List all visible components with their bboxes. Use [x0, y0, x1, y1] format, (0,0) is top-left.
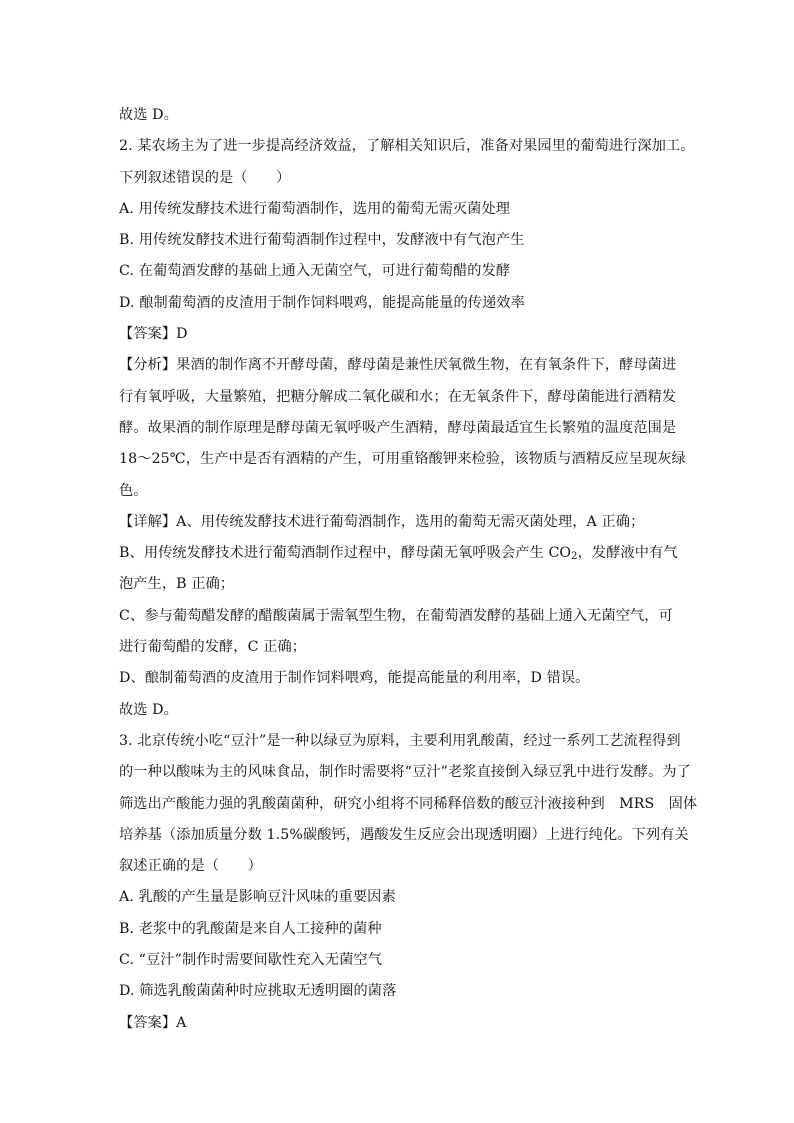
question-3-stem: 筛选出产酸能力强的乳酸菌菌种，研究小组将不同稀释倍数的酸豆汁液接种到 MRS 固体	[119, 795, 698, 812]
question-2-analysis: 【分析】果酒的制作离不开酵母菌，酵母菌是兼性厌氧微生物，在有氧条件下，酵母菌进	[119, 357, 677, 374]
question-2-option-b: B. 用传统发酵技术进行葡萄酒制作过程中，发酵液中有气泡产生	[119, 232, 525, 249]
question-2-detail: 泡产生，B 正确；	[119, 576, 235, 593]
question-2-answer: 【答案】D	[119, 326, 188, 343]
question-2-option-c: C. 在葡萄酒发酵的基础上通入无菌空气，可进行葡萄醋的发酵	[119, 263, 511, 280]
question-2-analysis: 酵。故果酒的制作原理是酵母菌无氧呼吸产生酒精，酵母菌最适宜生长繁殖的温度范围是	[119, 419, 677, 436]
question-2-analysis: 行有氧呼吸，大量繁殖，把糖分解成二氧化碳和水；在无氧条件下，酵母菌能进行酒精发	[119, 388, 677, 405]
question-3-stem: 3. 北京传统小吃“豆汁”是一种以绿豆为原料，主要利用乳酸菌，经过一系列工艺流程得到	[119, 732, 681, 749]
question-2-analysis: 色。	[119, 482, 148, 499]
subscript: 2	[571, 551, 578, 563]
document-body	[119, 100, 698, 1039]
question-3-option-d: D. 筛选乳酸菌菌种时应挑取无透明圈的菌落	[119, 983, 397, 1000]
question-3-option-c: C. “豆汁”制作时需要间歇性充入无菌空气	[119, 952, 382, 969]
question-3-answer: 【答案】A	[119, 1014, 187, 1031]
question-3-option-a: A. 乳酸的产生量是影响豆汁风味的重要因素	[119, 889, 396, 906]
question-3-stem: 的一种以酸味为主的风味食品，制作时需要将“豆汁”老浆直接倒入绿豆乳中进行发酵。为了	[119, 764, 691, 781]
question-2-conclusion: 故选 D。	[119, 701, 178, 718]
question-2-detail: D、酿制葡萄酒的皮渣用于制作饲料喂鸡，能提高能量的利用率，D 错误。	[119, 670, 590, 687]
question-3-option-b: B. 老浆中的乳酸菌是来自人工接种的菌种	[119, 920, 382, 937]
question-2-stem: 下列叙述错误的是（ ）	[119, 169, 291, 186]
question-2-stem: 2. 某农场主为了进一步提高经济效益，了解相关知识后，准备对果园里的葡萄进行深加工。	[119, 138, 695, 155]
question-3-stem: 叙述正确的是（ ）	[119, 858, 262, 875]
question-2-option-a: A. 用传统发酵技术进行葡萄酒制作，选用的葡萄无需灭菌处理	[119, 200, 511, 217]
text-line: 故选 D。	[119, 107, 178, 123]
question-2-detail: 【详解】A、用传统发酵技术进行葡萄酒制作，选用的葡萄无需灭菌处理，A 正确；	[119, 513, 645, 530]
question-2-analysis: 18～25℃，生产中是否有酒精的产生，可用重铬酸钾来检验，该物质与酒精反应呈现灰绿	[119, 451, 686, 468]
detail-text: B、用传统发酵技术进行葡萄酒制作过程中，酵母菌无氧呼吸会产生 CO	[119, 545, 572, 562]
question-2-option-d: D. 酿制葡萄酒的皮渣用于制作饲料喂鸡，能提高能量的传递效率	[119, 294, 525, 311]
question-2-detail	[119, 538, 679, 569]
detail-text: ，发酵液中有气	[577, 545, 678, 562]
question-3-stem: 培养基（添加质量分数 1.5%碳酸钙，遇酸发生反应会出现透明圈）上进行纯化。下列有关	[119, 826, 689, 843]
question-2-detail: C、参与葡萄醋发酵的醋酸菌属于需氧型生物，在葡萄酒发酵的基础上通入无菌空气，可	[119, 607, 673, 624]
question-2-detail: 进行葡萄醋的发酵，C 正确；	[119, 639, 307, 656]
